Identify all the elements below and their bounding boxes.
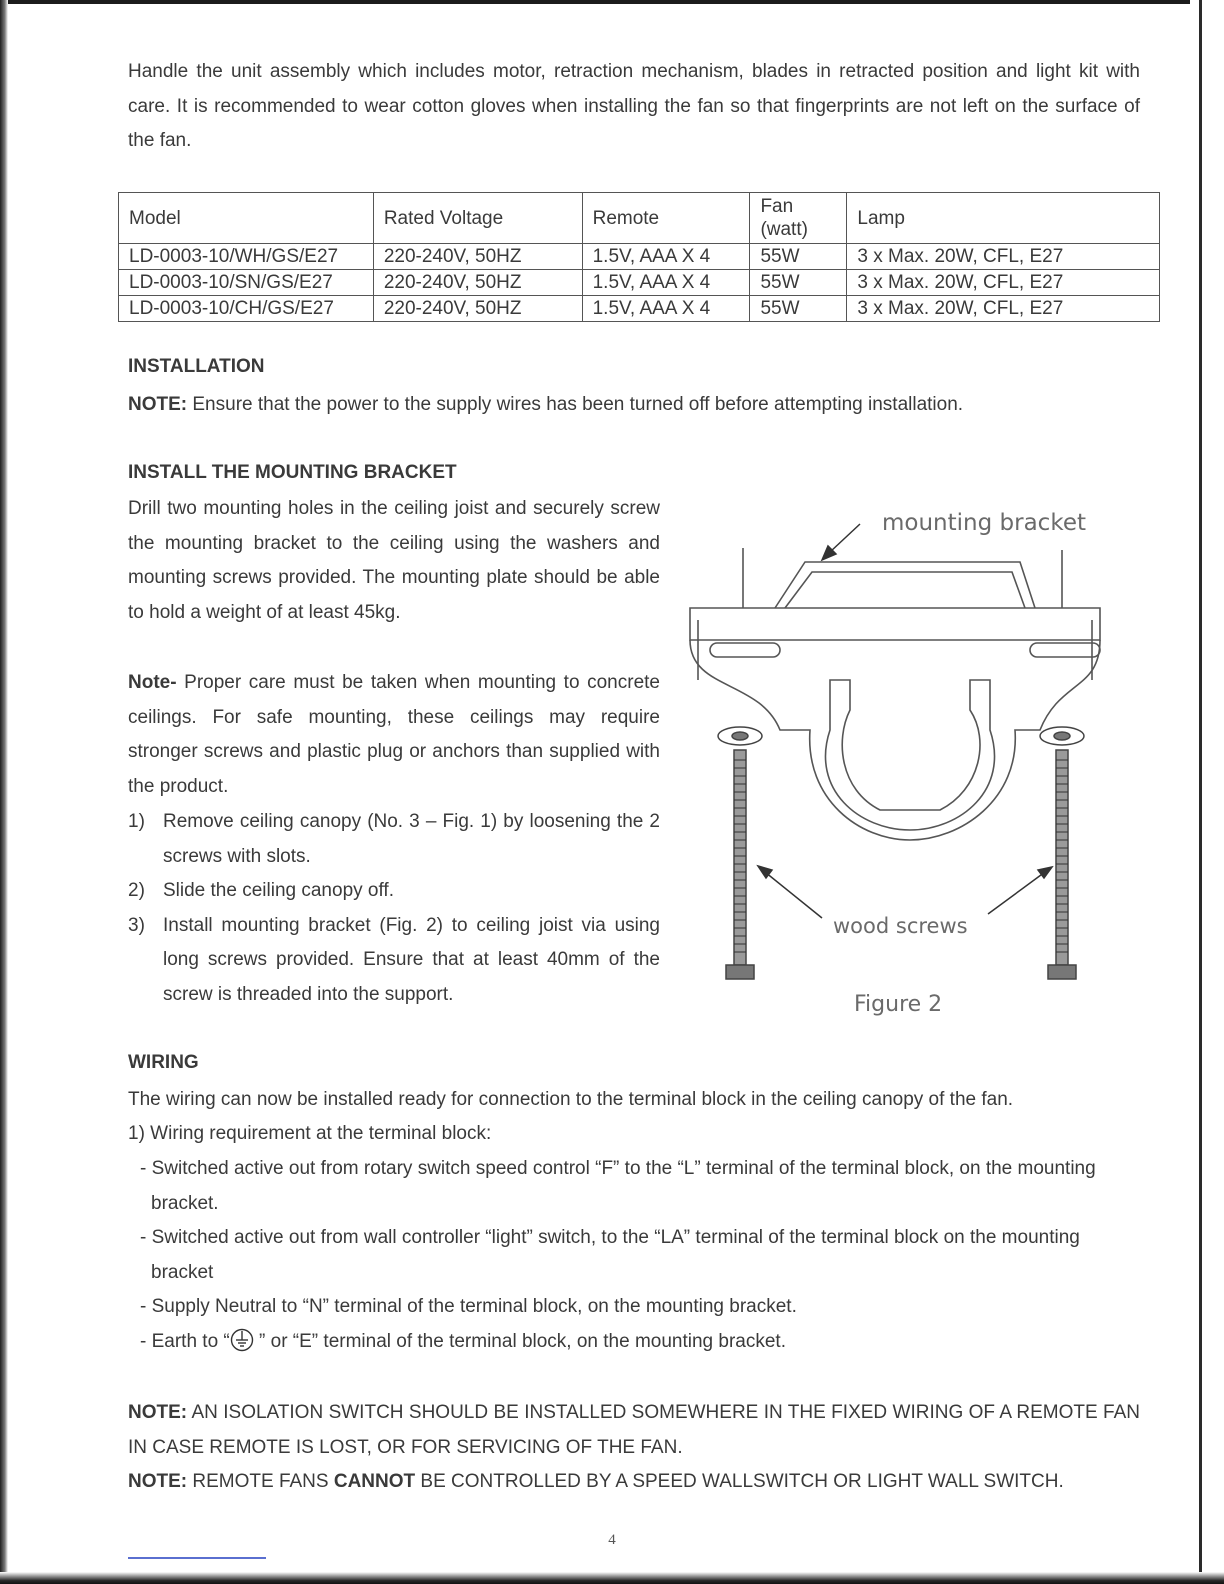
mounting-bracket-illustration xyxy=(670,500,1110,1040)
table-row xyxy=(119,244,1160,270)
bracket-pointer xyxy=(830,524,860,552)
figure-2 xyxy=(670,500,1110,1040)
cell-fan: 55W xyxy=(750,296,847,322)
wiring-requirement: 1) Wiring requirement at the terminal block: xyxy=(128,1123,492,1144)
header-fan-line1: Fan xyxy=(760,196,794,217)
cell-fan: 55W xyxy=(750,244,847,270)
table-row xyxy=(119,270,1160,296)
cell-voltage: 220-240V, 50HZ xyxy=(373,244,582,270)
cell-model: LD-0003-10/SN/GS/E27 xyxy=(119,270,374,296)
remote-note xyxy=(128,1465,1140,1500)
header-fan-line2: (watt) xyxy=(760,219,808,240)
remote-note-label: NOTE: xyxy=(128,1471,188,1492)
list-item: - Switched active out from wall controller “light” switch, to the “LA” terminal of the terminal block on the mounting bracket xyxy=(140,1227,1080,1283)
step-number: 2) xyxy=(128,880,145,901)
bracket-note-label: Note- xyxy=(128,672,177,693)
scan-edge-left xyxy=(0,0,8,1584)
list-item: - Supply Neutral to “N” terminal of the terminal block, on the mounting bracket. xyxy=(140,1296,797,1317)
spec-table xyxy=(118,192,1160,322)
cell-fan: 55W xyxy=(750,270,847,296)
header-remote: Remote xyxy=(582,193,750,244)
cell-remote: 1.5V, AAA X 4 xyxy=(582,296,750,322)
step-number: 1) xyxy=(128,811,145,832)
mounting-bracket-label: mounting bracket xyxy=(882,510,1086,536)
screw-pointer-right xyxy=(988,872,1045,914)
cell-remote: 1.5V, AAA X 4 xyxy=(582,270,750,296)
earth-ground-icon xyxy=(230,1328,254,1352)
step-text: Slide the ceiling canopy off. xyxy=(163,880,394,901)
scan-edge-top xyxy=(0,0,1224,10)
step-text: Remove ceiling canopy (No. 3 – Fig. 1) by loosening the 2 screws with slots. xyxy=(163,811,660,867)
isolation-note-text: AN ISOLATION SWITCH SHOULD BE INSTALLED SOMEWHERE IN THE FIXED WIRING OF A REMOTE FAN IN CASE REMOTE IS LOST, OR FOR SERVICING OF THE FAN. xyxy=(128,1402,1140,1458)
list-item: - Switched active out from rotary switch speed control “F” to the “L” terminal of the terminal block, on the mounting bracket. xyxy=(140,1158,1096,1214)
list-item xyxy=(128,874,660,909)
top-bracket-strap xyxy=(775,562,1035,608)
remote-note-emphasis: CANNOT xyxy=(333,1471,416,1492)
slot-right xyxy=(1030,643,1100,657)
cell-voltage: 220-240V, 50HZ xyxy=(373,296,582,322)
step-text: Install mounting bracket (Fig. 2) to ceiling joist via using long screws provided. Ensure that at least 40mm of the screw is threaded into the support. xyxy=(163,914,660,1005)
remote-note-text-a: REMOTE FANS xyxy=(187,1471,334,1492)
wood-screws-label: wood screws xyxy=(833,914,968,938)
screw-right xyxy=(1056,750,1068,965)
list-item xyxy=(128,909,660,1013)
scan-edge-right xyxy=(1199,0,1202,1584)
table-row xyxy=(119,296,1160,322)
cell-remote: 1.5V, AAA X 4 xyxy=(582,244,750,270)
footer-rule xyxy=(128,1557,266,1559)
note-label: NOTE: xyxy=(128,394,188,415)
figure-caption: Figure 2 xyxy=(854,992,943,1017)
step-number: 3) xyxy=(128,914,145,936)
slot-left xyxy=(710,643,780,657)
earth-suffix: ” or “E” terminal of the terminal block, on the mounting bracket. xyxy=(253,1330,786,1352)
cell-voltage: 220-240V, 50HZ xyxy=(373,270,582,296)
header-voltage: Rated Voltage xyxy=(373,193,582,244)
wiring-intro: The wiring can now be installed ready for connection to the terminal block in the ceiling canopy of the fan. xyxy=(128,1089,1014,1110)
isolation-note-label: NOTE: xyxy=(128,1402,188,1423)
wiring-heading: WIRING xyxy=(128,1052,199,1073)
installation-heading: INSTALLATION xyxy=(128,356,265,377)
earth-prefix: - Earth to “ xyxy=(140,1330,230,1352)
cell-lamp: 3 x Max. 20W, CFL, E27 xyxy=(847,244,1160,270)
cell-lamp: 3 x Max. 20W, CFL, E27 xyxy=(847,270,1160,296)
note-text: Ensure that the power to the supply wires has been turned off before attempting installation. xyxy=(187,394,964,415)
cell-model: LD-0003-10/WH/GS/E27 xyxy=(119,244,374,270)
header-fan xyxy=(750,193,847,244)
page-number: 4 xyxy=(608,1532,616,1548)
header-model: Model xyxy=(119,193,374,244)
remote-note-text-b: BE CONTROLLED BY A SPEED WALLSWITCH OR LIGHT WALL SWITCH. xyxy=(415,1471,1064,1492)
installation-note xyxy=(128,388,1140,423)
isolation-note xyxy=(128,1396,1140,1465)
list-item xyxy=(140,1325,1140,1360)
wiring-list xyxy=(140,1152,1140,1359)
cell-model: LD-0003-10/CH/GS/E27 xyxy=(119,296,374,322)
bracket-plate xyxy=(690,608,1100,640)
intro-paragraph: Handle the unit assembly which includes motor, retraction mechanism, blades in retracted position and light kit with care. It is recommended to wear cotton gloves when installing the fan so that fingerprints are not left on the surface of the fan. xyxy=(128,61,1140,151)
cell-lamp: 3 x Max. 20W, CFL, E27 xyxy=(847,296,1160,322)
bracket-note xyxy=(128,666,660,804)
screw-left xyxy=(734,750,746,965)
table-header-row xyxy=(119,193,1160,244)
header-lamp: Lamp xyxy=(847,193,1160,244)
bracket-note-text: Proper care must be taken when mounting to concrete ceilings. For safe mounting, these ceilings may require stronger screws and plastic plug or anchors than supplied with the product. xyxy=(128,672,660,797)
list-item xyxy=(128,805,660,874)
bracket-heading: INSTALL THE MOUNTING BRACKET xyxy=(128,462,457,483)
scan-edge-bottom xyxy=(0,1572,1224,1584)
screw-pointer-left xyxy=(765,872,822,918)
bracket-paragraph: Drill two mounting holes in the ceiling joist and securely screw the mounting bracket to the ceiling using the washers and mounting screws provided. The mounting plate should be able to hold a weight of at least 45kg. xyxy=(128,498,660,623)
bracket-steps xyxy=(128,805,660,1012)
